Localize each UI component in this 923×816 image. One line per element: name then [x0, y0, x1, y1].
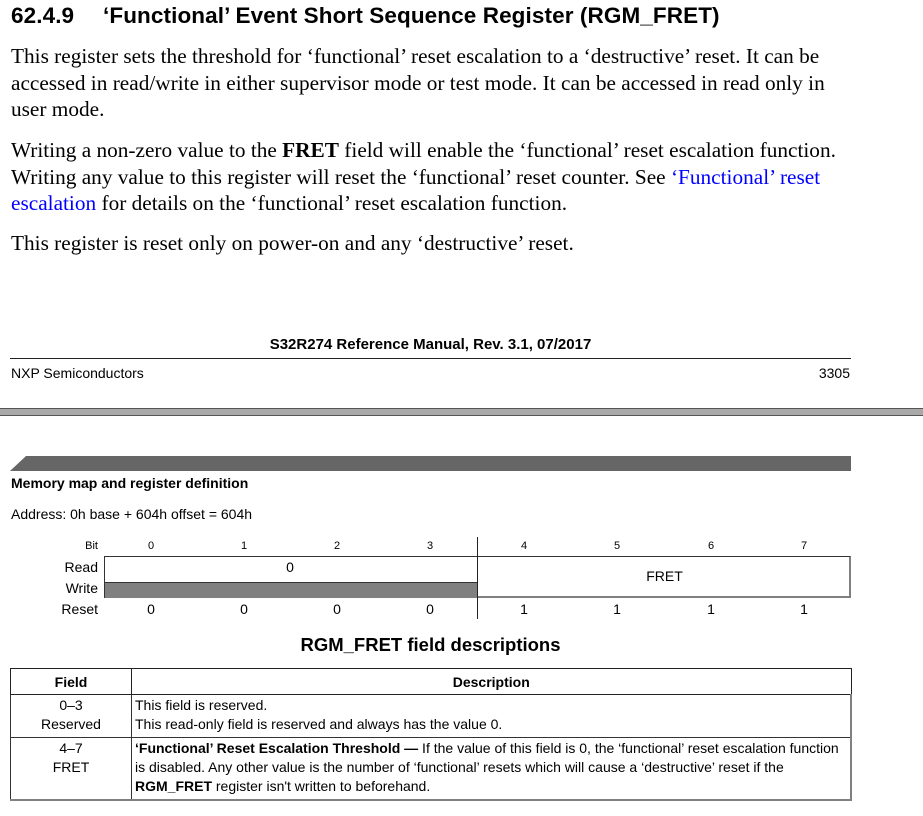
register-address: Address: 0h base + 604h offset = 604h [11, 506, 253, 522]
field-bits: 0–3 [59, 697, 83, 713]
description-column-header: Description [132, 669, 852, 695]
reset-row-label: Reset [61, 601, 98, 617]
field-name: FRET [52, 759, 90, 775]
description-line: This field is reserved. [135, 697, 268, 713]
table-header-row [11, 669, 852, 695]
reset-value: 1 [707, 601, 715, 617]
reset-value: 0 [333, 601, 341, 617]
section-title [11, 3, 720, 29]
table-row [11, 695, 852, 738]
bit-row-label: Bit [85, 540, 98, 552]
text: for details on the ‘functional’ reset escalation function. [96, 191, 568, 216]
field-name: Reserved [41, 716, 101, 732]
footer-manual-title: S32R274 Reference Manual, Rev. 3.1, 07/2017 [269, 336, 592, 353]
description-cell [132, 738, 852, 801]
paragraph-reset-info: This register is reset only on power-on and any ‘destructive’ reset. [11, 231, 574, 255]
paragraph-register-description: This register sets the threshold for ‘functional’ reset escalation to a ‘destructive’ reset. It can be accessed in read/write in either supervisor mode or test mode. It can be accessed in read only in user mode. [11, 44, 825, 122]
bit-number: 1 [240, 540, 248, 552]
memory-map-heading: Memory map and register definition [11, 475, 249, 491]
field-cell [11, 738, 132, 801]
write-row-label: Write [65, 580, 98, 596]
reserved-read-value: 0 [286, 559, 294, 575]
description-cell [132, 695, 852, 738]
field-cell [11, 695, 132, 738]
bit-number: 4 [520, 540, 528, 552]
read-row-label: Read [64, 559, 98, 575]
description-bold-title: ‘Functional’ Reset Escalation Threshold — [135, 740, 419, 756]
reset-value: 0 [147, 601, 155, 617]
field-table-title: RGM_FRET field descriptions [300, 634, 561, 655]
field-column-header: Field [11, 669, 132, 695]
functional-reset-escalation-link[interactable]: ‘Functional’ reset escalation [11, 164, 821, 216]
reset-value: 1 [520, 601, 528, 617]
reset-value: 0 [426, 601, 434, 617]
section-number: 62.4.9 [11, 3, 75, 28]
paragraph-fret-usage [11, 137, 851, 217]
reset-value: 1 [800, 601, 808, 617]
footer-company: NXP Semiconductors [11, 365, 144, 381]
bit-number: 0 [147, 540, 155, 552]
field-description-table [10, 668, 852, 801]
table-row [11, 738, 852, 801]
description-text: If the value of this field is 0, the ‘functional’ reset escalation function is disabled. Any other value is the number of ‘functional’ resets which will cause a ‘destructive’ reset if the [135, 740, 839, 775]
field-bits: 4–7 [59, 740, 83, 756]
reset-value: 0 [240, 601, 248, 617]
bit-number: 2 [333, 540, 341, 552]
reset-value: 1 [613, 601, 621, 617]
footer-page-number: 3305 [818, 365, 850, 381]
description-text: register isn't written to beforehand. [212, 778, 431, 794]
section-heading-text: ‘Functional’ Event Short Sequence Register (RGM_FRET) [103, 3, 720, 28]
fret-field-label: FRET [646, 568, 683, 584]
register-name-bold: RGM_FRET [135, 778, 212, 794]
field-divider [477, 537, 478, 619]
bit-number: 3 [426, 540, 434, 552]
bit-number: 6 [707, 540, 715, 552]
bit-number: 5 [613, 540, 621, 552]
fret-bold: FRET [282, 138, 339, 162]
text: field will enable the ‘functional’ reset escalation function. Writing any value to this register will reset the ‘functional’ reset counter. See [11, 138, 836, 189]
footer-divider [10, 358, 851, 359]
reserved-write-shading [105, 582, 478, 598]
page-separator [0, 408, 923, 416]
text: Writing a non-zero value to the [11, 138, 283, 162]
description-line: This read-only field is reserved and always has the value 0. [135, 716, 503, 732]
chapter-header-bar [10, 456, 851, 471]
bit-number: 7 [800, 540, 808, 552]
